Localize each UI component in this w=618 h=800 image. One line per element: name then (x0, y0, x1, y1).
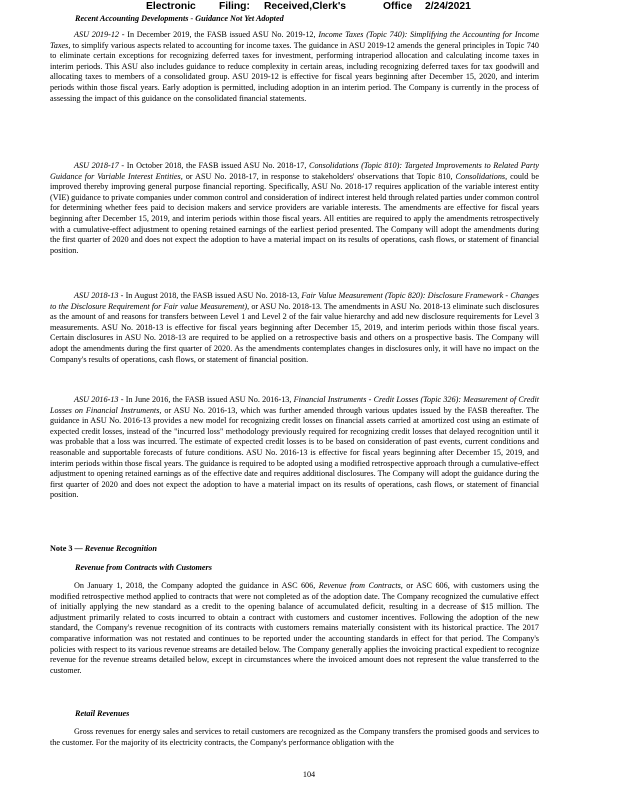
note-3-heading: Note 3 — Revenue Recognition (50, 544, 157, 553)
paragraph-asu-2018-13: ASU 2018-13 - In August 2018, the FASB issued ASU No. 2018-13, Fair Value Measurement (Topic 820): Disclosure Framework - Changes to the Disclosure Requirement for Fair value Measurement), or ASU No. 2018-13. The amendments in ASU No. 2018-13 eliminate such disclosures as the amount of and reasons for transfers between Level 1 and Level 2 of the fair value hierarchy and add new disclosure requirements for Level 3 measurements. ASU No. 2018-13 is effective for fiscal years beginning after December 15, 2019, and interim periods within those fiscal years. Certain disclosures in ASU No. 2018-13 are required to be applied on a retrospective basis and others on a prospective basis. The Company will adopt the amendments during the first quarter of 2020. As the amendments contemplates changes in disclosures only, it will have no impact on the Company's results of operations, cash flows, or statement of financial position. (50, 291, 539, 364)
subheading-revenue-contracts: Revenue from Contracts with Customers (75, 563, 212, 572)
paragraph-asu-2018-17: ASU 2018-17 - In October 2018, the FASB issued ASU No. 2018-17, Consolidations (Topic 810): Targeted Improvements to Related Party Guidance for Variable Interest Entities, or ASU No. 2018-17, in response to stakeholders' observations that Topic 810, Consolidations, could be improved thereby improving general purpose financial reporting. Specifically, ASU No. 2018-17 requires application of the variable interest entity (VIE) guidance to private companies under common control and consideration of indirect interest held through related parties under common control for determining whether fees paid to decision makers and service providers are variable interests. The amendments are effective for fiscal years beginning after December 15, 2019, and interim periods within those fiscal years. All entities are required to apply the amendments retrospectively with a cumulative-effect adjustment to opening retained earnings of the earliest period presented. The Company will adopt the amendments during the first quarter of 2020 and does not expect the adoption to have a material impact on its results of operations, cash flows, or statement of financial position. (50, 161, 539, 255)
header-date: 2/24/2021 (425, 1, 471, 12)
asu-label: ASU 2016-13 (74, 395, 119, 404)
paragraph-asu-2016-13: ASU 2016-13 - In June 2016, the FASB issued ASU No. 2016-13, Financial Instruments - Credit Losses (Topic 326): Measurement of Credit Losses on Financial Instruments, or ASU No. 2016-13, which was further amended through various updates issued by the FASB thereafter. The guidance in ASU No. 2016-13 provides a new model for recognizing credit losses on financial assets carried at amortized cost using an estimate of expected credit losses, instead of the "incurred loss" methodology previously required for recognizing credit losses that delayed recognition until it was probable that a loss was incurred. The estimate of expected credit losses is to be based on consideration of past events, current conditions and reasonable and supportable forecasts of future conditions. ASU No. 2016-13 is effective for fiscal years beginning after December 15, 2019, and interim periods within those fiscal years. The guidance is required to be adopted using a modified retrospective approach through a cumulative-effect adjustment to opening retained earnings as of the effective date and requires additional disclosures. The Company will adopt the guidance during the first quarter of 2020 and does not expect the adoption to have a material impact on its results of operations, cash flows, or statement of financial position. (50, 395, 540, 500)
filing-header (0, 1, 618, 14)
subheading-retail-revenues: Retail Revenues (75, 709, 130, 718)
header-filing: Filing: (219, 1, 250, 12)
paragraph-retail-revenues: Gross revenues for energy sales and services to retail customers are recognized as the Company transfers the promised goods and services to the customer. For the majority of its electricity contracts, the Company's performance obligation with the (50, 727, 539, 747)
paragraph-asu-2019-12: ASU 2019-12 - In December 2019, the FASB issued ASU No. 2019-12, Income Taxes (Topic 740): Simplifying the Accounting for Income Taxes, to simplify various aspects related to accounting for income taxes. The guidance in ASU 2019-12 amends the general principles in Topic 740 to eliminate certain exceptions for recognizing deferred taxes for investment, performing intraperiod allocation and calculating income taxes in interim periods. This ASU also includes guidance to reduce complexity in certain areas, including recognizing deferred taxes for tax goodwill and allocating taxes to members of a consolidated group. ASU 2019-12 is effective for fiscal years beginning after December 15, 2020, and interim periods within those fiscal years. Early adoption is permitted, including adoption in an interim period. The Company is currently in the process of assessing the impact of this guidance on the consolidated financial statements. (50, 30, 540, 103)
paragraph-revenue-contracts: On January 1, 2018, the Company adopted the guidance in ASC 606, Revenue from Contracts, or ASC 606, with customers using the modified retrospective method applied to contracts that were not completed as of the adoption date. The Company recognized the cumulative effect of initially applying the new standard as a credit to the opening balance of accumulated deficit, resulting in a decrease of $15 million. The adjustment primarily related to costs incurred to obtain a contract with customers and customer incentives. Following the adoption of the new standard, the Company's revenue recognition of its contracts with customers remains materially consistent with its historical practice. The 2017 comparative information was not restated and continues to be reported under the accounting standards in effect for that period. The Company's policies with respect to its various revenue streams are detailed below. The Company generally applies the invoicing practical expedient to recognize revenue for the revenue streams detailed below, except in circumstances where the invoiced amount does not represent the value transferred to the customer. (50, 581, 540, 675)
header-received: Received,Clerk's (264, 1, 347, 12)
page-number: 104 (302, 770, 316, 779)
section-title: Recent Accounting Developments - Guidance Not Yet Adopted (75, 14, 284, 23)
header-electronic: Electronic (146, 1, 196, 12)
header-office: Office (383, 1, 413, 12)
asu-label: ASU 2018-13 (74, 291, 119, 300)
asu-label: ASU 2019-12 (74, 30, 120, 39)
asu-label: ASU 2018-17 (74, 161, 119, 170)
